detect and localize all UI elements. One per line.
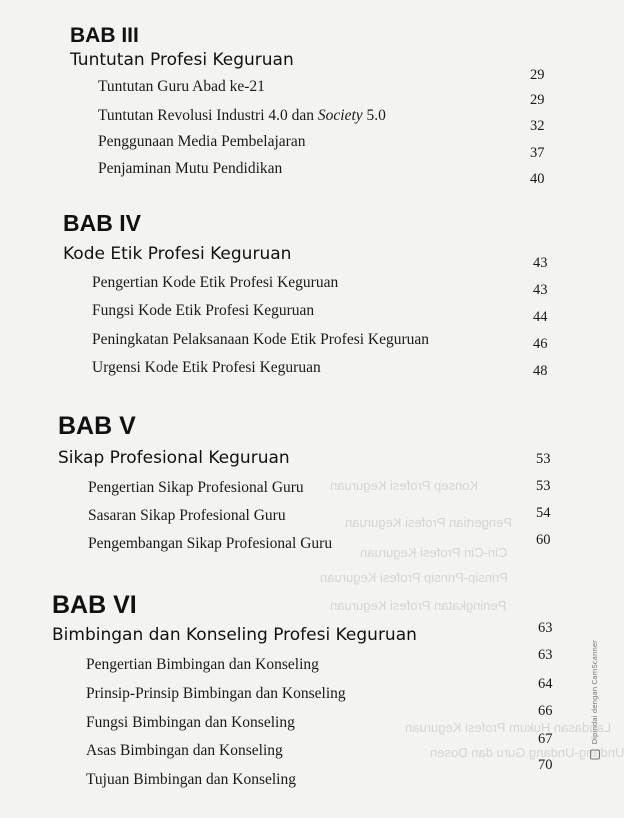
toc-page-number: 53 xyxy=(536,478,551,494)
toc-entry[interactable]: Pengertian Bimbingan dan Konseling xyxy=(86,656,319,673)
toc-page-number: 43 xyxy=(533,282,548,298)
toc-page-number: 63 xyxy=(538,620,553,636)
toc-entry-italic: Society xyxy=(317,107,363,124)
toc-page-number: 29 xyxy=(530,92,545,108)
toc-page-number: 37 xyxy=(530,145,545,161)
toc-page-number: 60 xyxy=(536,532,551,548)
toc-entry[interactable] xyxy=(98,107,386,125)
bab-5-chapter-title: Sikap Profesional Keguruan xyxy=(58,448,290,468)
bab-6-title: BAB VI xyxy=(52,591,137,619)
show-through-text: Landasan Hukum Profesi Keguruan xyxy=(405,720,611,735)
toc-page-number: 29 xyxy=(530,67,545,83)
show-through-text: Prinsip-Prinsip Profesi Keguruan xyxy=(320,570,508,585)
bab-4-chapter-title: Kode Etik Profesi Keguruan xyxy=(63,244,292,264)
toc-entry[interactable]: Tuntutan Guru Abad ke-21 xyxy=(98,78,265,95)
toc-entry[interactable]: Peningkatan Pelaksanaan Kode Etik Profesi Keguruan xyxy=(92,331,430,348)
toc-page-number: 32 xyxy=(530,118,545,134)
toc-entry[interactable]: Fungsi Bimbingan dan Konseling xyxy=(86,714,295,731)
toc-page-number: 46 xyxy=(533,336,548,352)
show-through-text: Pengertian Profesi Keguruan xyxy=(345,515,512,530)
toc-entry[interactable]: Penggunaan Media Pembelajaran xyxy=(98,133,306,150)
toc-page-number: 66 xyxy=(538,703,553,719)
bab-6-chapter-title: Bimbingan dan Konseling Profesi Keguruan xyxy=(52,625,417,645)
toc-entry-text: 5.0 xyxy=(362,107,386,124)
show-through-text: Konsep Profesi Keguruan xyxy=(330,478,479,493)
show-through-text: Undang-Undang Guru dan Dosen xyxy=(430,745,624,760)
camscanner-icon xyxy=(590,750,600,760)
toc-entry[interactable]: Pengertian Sikap Profesional Guru xyxy=(88,479,304,496)
bab-4-title: BAB IV xyxy=(63,210,141,236)
toc-page-number: 43 xyxy=(533,255,548,271)
toc-page-number: 54 xyxy=(536,505,551,521)
toc-entry[interactable]: Fungsi Kode Etik Profesi Keguruan xyxy=(92,302,315,319)
toc-entry[interactable]: Prinsip-Prinsip Bimbingan dan Konseling xyxy=(86,685,346,702)
toc-page-number: 70 xyxy=(538,757,553,773)
toc-page-number: 63 xyxy=(538,647,553,663)
show-through-text: Peningkatan Profesi Keguruan xyxy=(330,598,507,613)
toc-entry[interactable]: Tujuan Bimbingan dan Konseling xyxy=(86,771,296,788)
toc-page-number: 48 xyxy=(533,363,548,379)
toc-entry-text: Tuntutan Revolusi Industri 4.0 dan xyxy=(98,107,318,124)
toc-entry[interactable]: Asas Bimbingan dan Konseling xyxy=(86,742,283,759)
toc-entry[interactable]: Pengembangan Sikap Profesional Guru xyxy=(88,535,333,552)
bab-3-title: BAB III xyxy=(70,24,139,47)
toc-page-number: 44 xyxy=(533,309,548,325)
toc-page-number: 67 xyxy=(538,731,553,747)
toc-entry[interactable]: Sasaran Sikap Profesional Guru xyxy=(88,507,286,524)
toc-page-number: 64 xyxy=(538,676,553,692)
bab-3-chapter-title: Tuntutan Profesi Keguruan xyxy=(70,50,294,70)
toc-entry[interactable]: Penjaminan Mutu Pendidikan xyxy=(98,160,283,177)
toc-entry[interactable]: Pengertian Kode Etik Profesi Keguruan xyxy=(92,274,339,291)
toc-entry[interactable]: Urgensi Kode Etik Profesi Keguruan xyxy=(92,359,321,376)
toc-page-number: 53 xyxy=(536,451,551,467)
bab-5-title: BAB V xyxy=(58,412,136,440)
watermark-text: Dipindai dengan CamScanner xyxy=(591,640,599,745)
scanner-watermark xyxy=(590,640,600,760)
toc-page-number: 40 xyxy=(530,171,545,187)
show-through-text: Ciri-Ciri Profesi Keguruan xyxy=(360,545,508,560)
